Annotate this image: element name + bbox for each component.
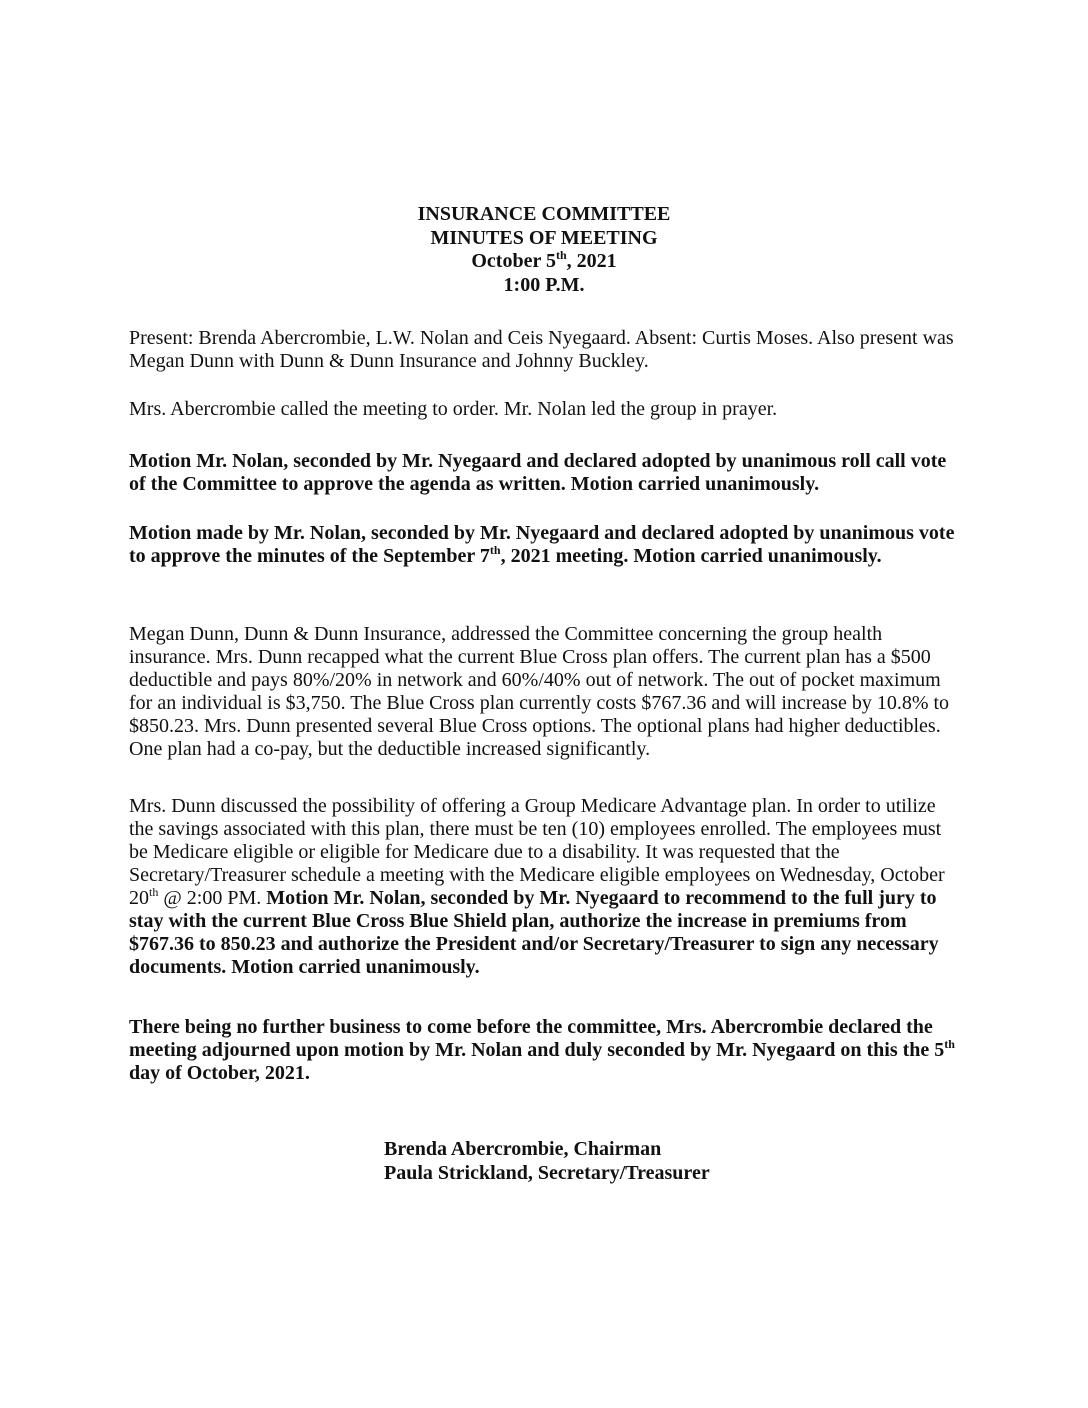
medicare-discussion-paragraph (129, 795, 964, 979)
signature-block (384, 1138, 710, 1185)
chairman-signature: Brenda Abercrombie, Chairman (384, 1138, 662, 1160)
adjournment-sup: th (944, 1037, 955, 1051)
meeting-date-prefix: October 5 (471, 250, 556, 272)
medicare-discussion-text: Mrs. Dunn discussed the possibility of offering a Group Medicare Advantage plan. In order to utilize the savings associated with this plan, there must be ten (10) employees enrolled. The employees must be Medicare eligible or eligible for Medicare due to a disability. It was requested that the Secretary/Treasurer schedule a meeting with the Medicare eligible employees on Wednesday, October 20 (129, 795, 945, 909)
minutes-motion-text: Motion made by Mr. Nolan, seconded by Mr. Nyegaard and declared adopted by unanimous vote to approve the minutes of the September 7 (129, 522, 955, 567)
meeting-date-sup: th (555, 248, 567, 262)
plan-motion-text: Motion Mr. Nolan, seconded by Mr. Nyegaard to recommend to the full jury to stay with the current Blue Cross Blue Shield plan, authorize the increase in premiums from $767.36 to 850.23 and authorize the President and/or Secretary/Treasurer to sign any necessary documents. Motion carried unanimously. (129, 887, 939, 978)
adjournment-text: There being no further business to come before the committee, Mrs. Abercrombie declared the meeting adjourned upon motion by Mr. Nolan and duly seconded by Mr. Nyegaard on this the 5 (129, 1016, 945, 1061)
meeting-date (0, 250, 1088, 274)
minutes-motion-sup: th (489, 543, 501, 557)
call-to-order-paragraph: Mrs. Abercrombie called the meeting to order. Mr. Nolan led the group in prayer. (129, 398, 778, 420)
adjournment-text-end: day of October, 2021. (129, 1062, 310, 1084)
agenda-motion-paragraph: Motion Mr. Nolan, seconded by Mr. Nyegaard and declared adopted by unanimous roll call vote of the Committee to approve the agenda as written. Motion carried unanimously. (129, 450, 947, 495)
meeting-time: 1:00 P.M. (503, 273, 585, 296)
minutes-motion-text-end: , 2021 meeting. Motion carried unanimously. (500, 545, 882, 567)
document-header (0, 203, 1088, 297)
minutes-motion-paragraph (129, 522, 964, 568)
secretary-signature: Paula Strickland, Secretary/Treasurer (384, 1161, 710, 1184)
committee-title: INSURANCE COMMITTEE (417, 203, 671, 225)
medicare-date-sup: th (149, 885, 159, 899)
adjournment-paragraph (129, 1016, 964, 1085)
attendance-paragraph: Present: Brenda Abercrombie, L.W. Nolan and Ceis Nyegaard. Absent: Curtis Moses. Also present was Megan Dunn with Dunn & Dunn Insurance and Johnny Buckley. (129, 327, 954, 372)
medicare-discussion-text-end: @ 2:00 PM. (158, 887, 267, 909)
insurance-discussion-paragraph: Megan Dunn, Dunn & Dunn Insurance, addressed the Committee concerning the group health insurance. Mrs. Dunn recapped what the current Blue Cross plan offers. The current plan has a $500 deductible and pays 80%/20% in network and 60%/40% out of network. The out of pocket maximum for an individual is $3,750. The Blue Cross plan currently costs $767.36 and will increase by 10.8% to $850.23. Mrs. Dunn presented several Blue Cross options. The optional plans had higher deductibles. One plan had a co-pay, but the deductible increased significantly. (129, 623, 950, 760)
minutes-title: MINUTES OF MEETING (430, 226, 658, 249)
meeting-date-suffix: , 2021 (566, 250, 617, 272)
